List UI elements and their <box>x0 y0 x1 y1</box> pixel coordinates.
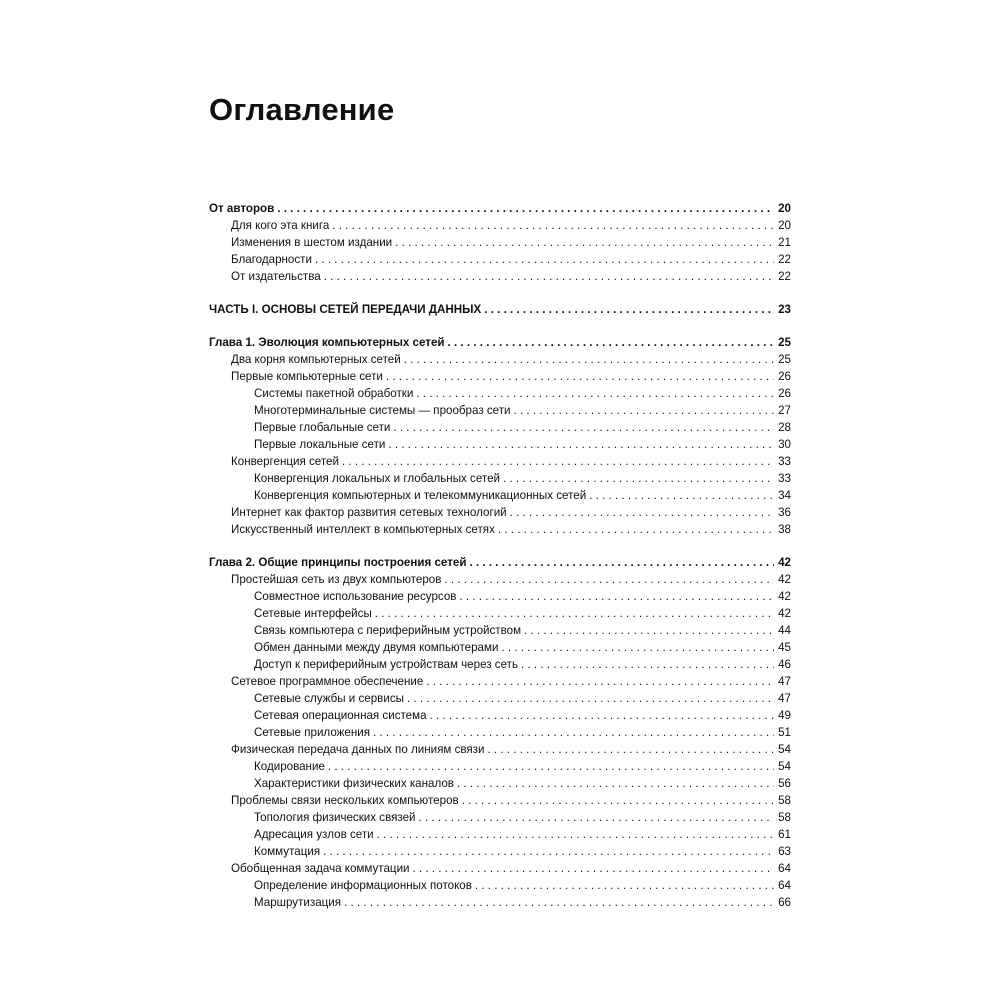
toc-page-number: 20 <box>778 219 791 232</box>
toc-entry-title: Простейшая сеть из двух компьютеров <box>231 573 442 586</box>
toc-page-number: 25 <box>778 353 791 366</box>
dot-leader <box>407 690 774 707</box>
toc-entry-title: Связь компьютера с периферийным устройством <box>254 624 522 637</box>
toc-entry[interactable] <box>209 385 791 402</box>
toc-entry-title: Глава 1. Эволюция компьютерных сетей <box>209 336 445 349</box>
toc-entry-title: Кодирование <box>254 760 325 773</box>
toc-entry[interactable] <box>209 521 791 538</box>
dot-leader <box>457 775 774 792</box>
dot-leader <box>344 894 774 911</box>
toc-entry[interactable] <box>209 368 791 385</box>
toc-page-number: 38 <box>778 523 791 536</box>
dot-leader <box>375 605 774 622</box>
toc-page-number: 28 <box>778 421 791 434</box>
toc-entry-title: Сетевые приложения <box>254 726 370 739</box>
toc-page-number: 25 <box>778 336 791 349</box>
dot-leader <box>419 809 775 826</box>
toc-section-heading[interactable] <box>209 200 791 217</box>
dot-leader <box>487 741 774 758</box>
dot-leader <box>393 419 774 436</box>
toc-entry[interactable] <box>209 843 791 860</box>
dot-leader <box>484 301 774 318</box>
toc-entry-title: Два корня компьютерных сетей <box>231 353 401 366</box>
dot-leader <box>426 673 774 690</box>
toc-entry-title: Благодарности <box>231 253 312 266</box>
toc-entry-title: От авторов <box>209 202 275 215</box>
toc-page-number: 56 <box>778 777 791 790</box>
toc-entry-title: От издательства <box>231 270 321 283</box>
toc-entry[interactable] <box>209 809 791 826</box>
toc-section-heading[interactable] <box>209 334 791 351</box>
toc-page-number: 33 <box>778 472 791 485</box>
toc-page-number: 23 <box>778 303 791 316</box>
toc-entry[interactable] <box>209 419 791 436</box>
toc-page-number: 42 <box>778 607 791 620</box>
toc-entry[interactable] <box>209 504 791 521</box>
dot-leader <box>315 251 774 268</box>
toc-entry[interactable] <box>209 605 791 622</box>
toc-entry[interactable] <box>209 588 791 605</box>
toc-entry-title: Топология физических связей <box>254 811 416 824</box>
toc-section-heading[interactable] <box>209 554 791 571</box>
toc-entry-title: Первые глобальные сети <box>254 421 391 434</box>
toc-page-number: 26 <box>778 370 791 383</box>
dot-leader <box>524 622 774 639</box>
toc-page-number: 66 <box>778 896 791 909</box>
toc-entry[interactable] <box>209 487 791 504</box>
toc-entry[interactable] <box>209 894 791 911</box>
dot-leader <box>462 792 774 809</box>
toc-entry[interactable] <box>209 453 791 470</box>
toc-entry[interactable] <box>209 571 791 588</box>
toc-entry-title: Многотерминальные системы — прообраз сети <box>254 404 511 417</box>
toc-entry-title: Сетевое программное обеспечение <box>231 675 424 688</box>
toc-entry[interactable] <box>209 251 791 268</box>
toc-entry[interactable] <box>209 877 791 894</box>
toc-entry-title: Конвергенция локальных и глобальных сетей <box>254 472 501 485</box>
dot-leader <box>448 334 775 351</box>
toc-page-number: 34 <box>778 489 791 502</box>
toc-entry[interactable] <box>209 622 791 639</box>
toc-page-number: 63 <box>778 845 791 858</box>
dot-leader <box>324 268 774 285</box>
dot-leader <box>323 843 774 860</box>
dot-leader <box>475 877 774 894</box>
dot-leader <box>342 453 774 470</box>
toc-entry[interactable] <box>209 656 791 673</box>
toc-entry-title: Обмен данными между двумя компьютерами <box>254 641 499 654</box>
dot-leader <box>521 656 774 673</box>
dot-leader <box>386 368 774 385</box>
toc-page-number: 58 <box>778 811 791 824</box>
toc-page-number: 61 <box>778 828 791 841</box>
dot-leader <box>503 470 774 487</box>
toc-page-number: 42 <box>778 590 791 603</box>
dot-leader <box>332 217 774 234</box>
toc-entry-title: Доступ к периферийным устройствам через сеть <box>254 658 519 671</box>
toc-entry[interactable] <box>209 234 791 251</box>
toc-entry[interactable] <box>209 470 791 487</box>
toc-page-number: 45 <box>778 641 791 654</box>
toc-entry[interactable] <box>209 860 791 877</box>
toc-entry[interactable] <box>209 690 791 707</box>
toc-entry-title: Конвергенция сетей <box>231 455 339 468</box>
toc-entry[interactable] <box>209 268 791 285</box>
toc-entry-title: Первые локальные сети <box>254 438 386 451</box>
toc-entry-title: Для кого эта книга <box>231 219 330 232</box>
toc-entry-title: Искусственный интеллект в компьютерных сетях <box>231 523 495 536</box>
toc-page-number: 33 <box>778 455 791 468</box>
toc-page-number: 30 <box>778 438 791 451</box>
dot-leader <box>501 639 774 656</box>
toc-entry-title: Проблемы связи нескольких компьютеров <box>231 794 459 807</box>
toc-entry-title: ЧАСТЬ I. ОСНОВЫ СЕТЕЙ ПЕРЕДАЧИ ДАННЫХ <box>209 303 482 316</box>
dot-leader <box>589 487 774 504</box>
toc-page-number: 58 <box>778 794 791 807</box>
toc-entry[interactable] <box>209 673 791 690</box>
toc-page-number: 44 <box>778 624 791 637</box>
toc-entry-title: Физическая передача данных по линиям связи <box>231 743 485 756</box>
toc-entry-title: Определение информационных потоков <box>254 879 472 892</box>
toc-entry[interactable] <box>209 775 791 792</box>
toc-page-number: 47 <box>778 675 791 688</box>
toc-page-number: 21 <box>778 236 791 249</box>
page-title: Оглавление <box>209 92 395 127</box>
toc-entry-title: Интернет как фактор развития сетевых технологий <box>231 506 507 519</box>
toc-entry-title: Первые компьютерные сети <box>231 370 383 383</box>
toc-entry-title: Сетевые интерфейсы <box>254 607 372 620</box>
dot-leader <box>498 521 774 538</box>
dot-leader <box>444 571 774 588</box>
toc-page-number: 22 <box>778 253 791 266</box>
toc-entry-title: Совместное использование ресурсов <box>254 590 457 603</box>
toc-entry-title: Маршрутизация <box>254 896 342 909</box>
dot-leader <box>277 200 774 217</box>
dot-leader <box>404 351 774 368</box>
toc-page-number: 20 <box>778 202 791 215</box>
toc-page-number: 47 <box>778 692 791 705</box>
toc-entry-title: Глава 2. Общие принципы построения сетей <box>209 556 467 569</box>
dot-leader <box>388 436 774 453</box>
toc-entry-title: Характеристики физических каналов <box>254 777 454 790</box>
toc-page-number: 54 <box>778 760 791 773</box>
dot-leader <box>459 588 774 605</box>
dot-leader <box>430 707 775 724</box>
toc-entry[interactable] <box>209 436 791 453</box>
toc-entry-title: Коммутация <box>254 845 321 858</box>
toc-page-number: 22 <box>778 270 791 283</box>
toc-entry[interactable] <box>209 792 791 809</box>
dot-leader <box>514 402 775 419</box>
dot-leader <box>469 554 774 571</box>
dot-leader <box>328 758 774 775</box>
toc-entry[interactable] <box>209 402 791 419</box>
toc-page-number: 36 <box>778 506 791 519</box>
dot-leader <box>377 826 774 843</box>
toc-page-number: 27 <box>778 404 791 417</box>
toc-page-number: 46 <box>778 658 791 671</box>
toc-page-number: 42 <box>778 556 791 569</box>
toc-entry-title: Обобщенная задача коммутации <box>231 862 410 875</box>
toc-page-number: 54 <box>778 743 791 756</box>
toc-entry-title: Конвергенция компьютерных и телекоммуникационных сетей <box>254 489 587 502</box>
toc-entry-title: Сетевые службы и сервисы <box>254 692 404 705</box>
table-of-contents <box>209 200 791 911</box>
toc-page-number: 64 <box>778 879 791 892</box>
toc-entry-title: Адресация узлов сети <box>254 828 374 841</box>
toc-page-number: 26 <box>778 387 791 400</box>
toc-entry[interactable] <box>209 351 791 368</box>
toc-page-number: 49 <box>778 709 791 722</box>
dot-leader <box>416 385 774 402</box>
toc-entry[interactable] <box>209 826 791 843</box>
toc-entry[interactable] <box>209 724 791 741</box>
toc-entry-title: Системы пакетной обработки <box>254 387 414 400</box>
toc-entry-title: Сетевая операционная система <box>254 709 427 722</box>
dot-leader <box>373 724 774 741</box>
toc-entry[interactable] <box>209 741 791 758</box>
dot-leader <box>395 234 774 251</box>
dot-leader <box>413 860 775 877</box>
section-gap <box>209 538 791 554</box>
toc-entry[interactable] <box>209 217 791 234</box>
dot-leader <box>510 504 774 521</box>
toc-page-number: 42 <box>778 573 791 586</box>
section-gap <box>209 285 791 301</box>
toc-entry[interactable] <box>209 758 791 775</box>
toc-page-number: 51 <box>778 726 791 739</box>
toc-page-number: 64 <box>778 862 791 875</box>
toc-entry[interactable] <box>209 707 791 724</box>
section-gap <box>209 318 791 334</box>
toc-entry-title: Изменения в шестом издании <box>231 236 393 249</box>
toc-entry[interactable] <box>209 639 791 656</box>
toc-section-heading[interactable] <box>209 301 791 318</box>
